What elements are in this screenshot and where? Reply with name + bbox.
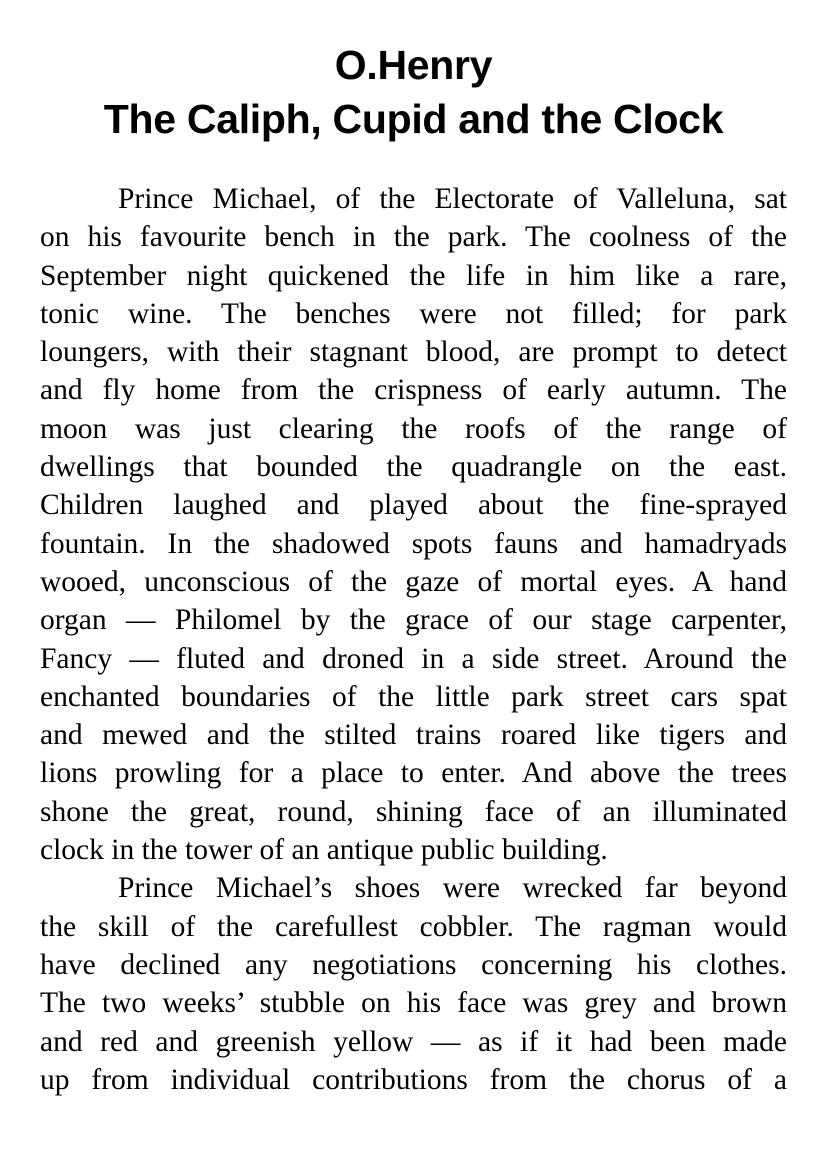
- story-text: [40, 180, 787, 1099]
- text-line: Fancy — fluted and droned in a side street. Around the: [40, 642, 787, 675]
- text-line: enchanted boundaries of the little park street cars spat: [40, 680, 787, 713]
- text-line: Prince Michael’s shoes were wrecked far beyond: [118, 872, 787, 905]
- text-line: on his favourite bench in the park. The coolness of the: [40, 221, 787, 254]
- text-line: Prince Michael, of the Electorate of Valleluna, sat: [118, 183, 787, 215]
- text-line: lions prowling for a place to enter. And above the trees: [40, 757, 787, 790]
- paragraph-2: [40, 869, 787, 1099]
- text-line: shone the great, round, shining face of an illuminated: [40, 795, 787, 828]
- text-line: The two weeks’ stubble on his face was grey and brown: [40, 987, 787, 1020]
- title-block: [0, 38, 827, 146]
- text-line: loungers, with their stagnant blood, are prompt to detect: [40, 336, 787, 369]
- text-line: wooed, unconscious of the gaze of mortal eyes. A hand: [40, 565, 787, 598]
- text-line: the skill of the carefullest cobbler. The ragman would: [40, 910, 787, 943]
- story-title: The Caliph, Cupid and the Clock: [103, 96, 724, 142]
- text-line: clock in the tower of an antique public building.: [40, 834, 608, 867]
- text-line: dwellings that bounded the quadrangle on the east.: [40, 451, 787, 484]
- text-line: fountain. In the shadowed spots fauns and hamadryads: [40, 527, 787, 560]
- text-line: tonic wine. The benches were not filled; for park: [40, 297, 787, 330]
- text-line: moon was just clearing the roofs of the range of: [40, 412, 787, 445]
- text-line: and red and greenish yellow — as if it had been made: [40, 1025, 787, 1058]
- text-line: and mewed and the stilted trains roared like tigers and: [40, 719, 787, 752]
- author-heading: O.Henry: [334, 42, 493, 88]
- text-line: organ — Philomel by the grace of our stage carpenter,: [40, 604, 787, 637]
- text-line: Children laughed and played about the fine-sprayed: [40, 489, 787, 522]
- text-line: up from individual contributions from the chorus of a: [40, 1063, 787, 1096]
- text-line: and fly home from the crispness of early autumn. The: [40, 374, 787, 407]
- paragraph-1: [40, 180, 787, 869]
- text-line: September night quickened the life in him like a rare,: [40, 259, 787, 292]
- text-line: have declined any negotiations concerning his clothes.: [40, 948, 787, 981]
